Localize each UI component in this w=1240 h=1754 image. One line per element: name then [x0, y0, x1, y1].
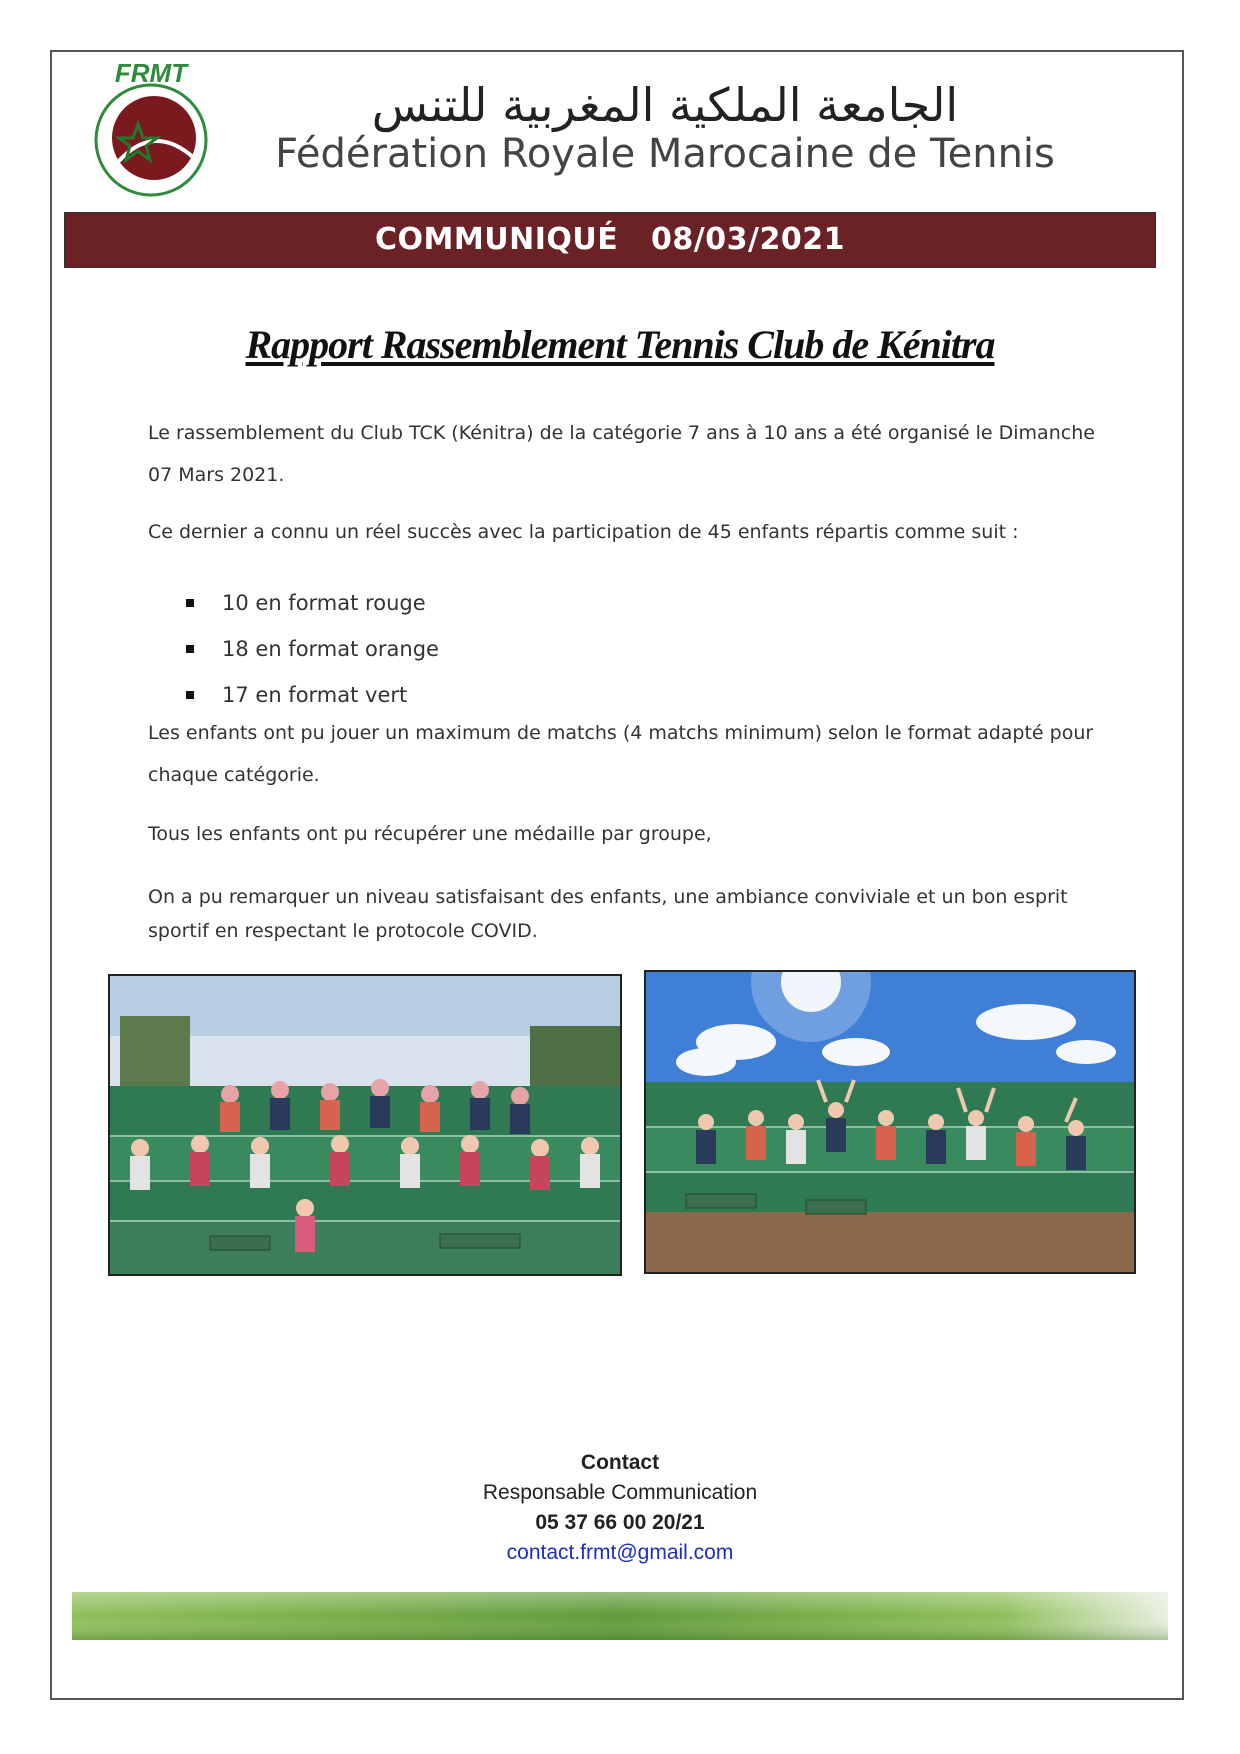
group-photo-1 [108, 974, 622, 1276]
frmt-logo [88, 62, 214, 202]
list-item-text: 10 en format rouge [222, 591, 426, 615]
contact-phone: 05 37 66 00 20/21 [535, 1511, 705, 1534]
participation-breakdown-list [186, 580, 986, 718]
paragraph-event-intro: Le rassemblement du Club TCK (Kénitra) de la catégorie 7 ans à 10 ans a été organisé le Dimanche 07 Mars 2021. [148, 422, 1095, 486]
list-item-text: 17 en format vert [222, 683, 408, 707]
grass-footer-banner [72, 1592, 1168, 1640]
federation-name-arabic: الجامعة الملكية المغربية للتنس [371, 78, 959, 132]
contact-role: Responsable Communication [482, 1481, 758, 1504]
square-bullet-icon [186, 599, 194, 607]
paragraph-medals: Tous les enfants ont pu récupérer une médaille par groupe, [148, 823, 712, 845]
federation-name-french: Fédération Royale Marocaine de Tennis [275, 131, 1055, 177]
contact-email-link[interactable]: contact.frmt@gmail.com [506, 1541, 734, 1564]
communique-banner: COMMUNIQUÉ 08/03/2021 [64, 212, 1156, 268]
list-item [186, 580, 986, 626]
paragraph-participation: Ce dernier a connu un réel succès avec la participation de 45 enfants répartis comme suit : [148, 521, 1019, 543]
square-bullet-icon [186, 645, 194, 653]
contact-block [420, 1448, 820, 1568]
list-item-text: 18 en format orange [222, 637, 439, 661]
list-item [186, 626, 986, 672]
paragraph-matches: Les enfants ont pu jouer un maximum de matchs (4 matchs minimum) selon le format adapté pour chaque catégorie. [148, 722, 1094, 786]
group-photo-2 [644, 970, 1136, 1274]
report-title: Rapport Rassemblement Tennis Club de Kénitra [245, 322, 995, 367]
square-bullet-icon [186, 691, 194, 699]
paragraph-conclusion: On a pu remarquer un niveau satisfaisant des enfants, une ambiance conviviale et un bon esprit sportif en respectant le protocole COVID. [148, 886, 1068, 942]
logo-text: FRMT [114, 62, 188, 88]
contact-title: Contact [580, 1451, 660, 1474]
